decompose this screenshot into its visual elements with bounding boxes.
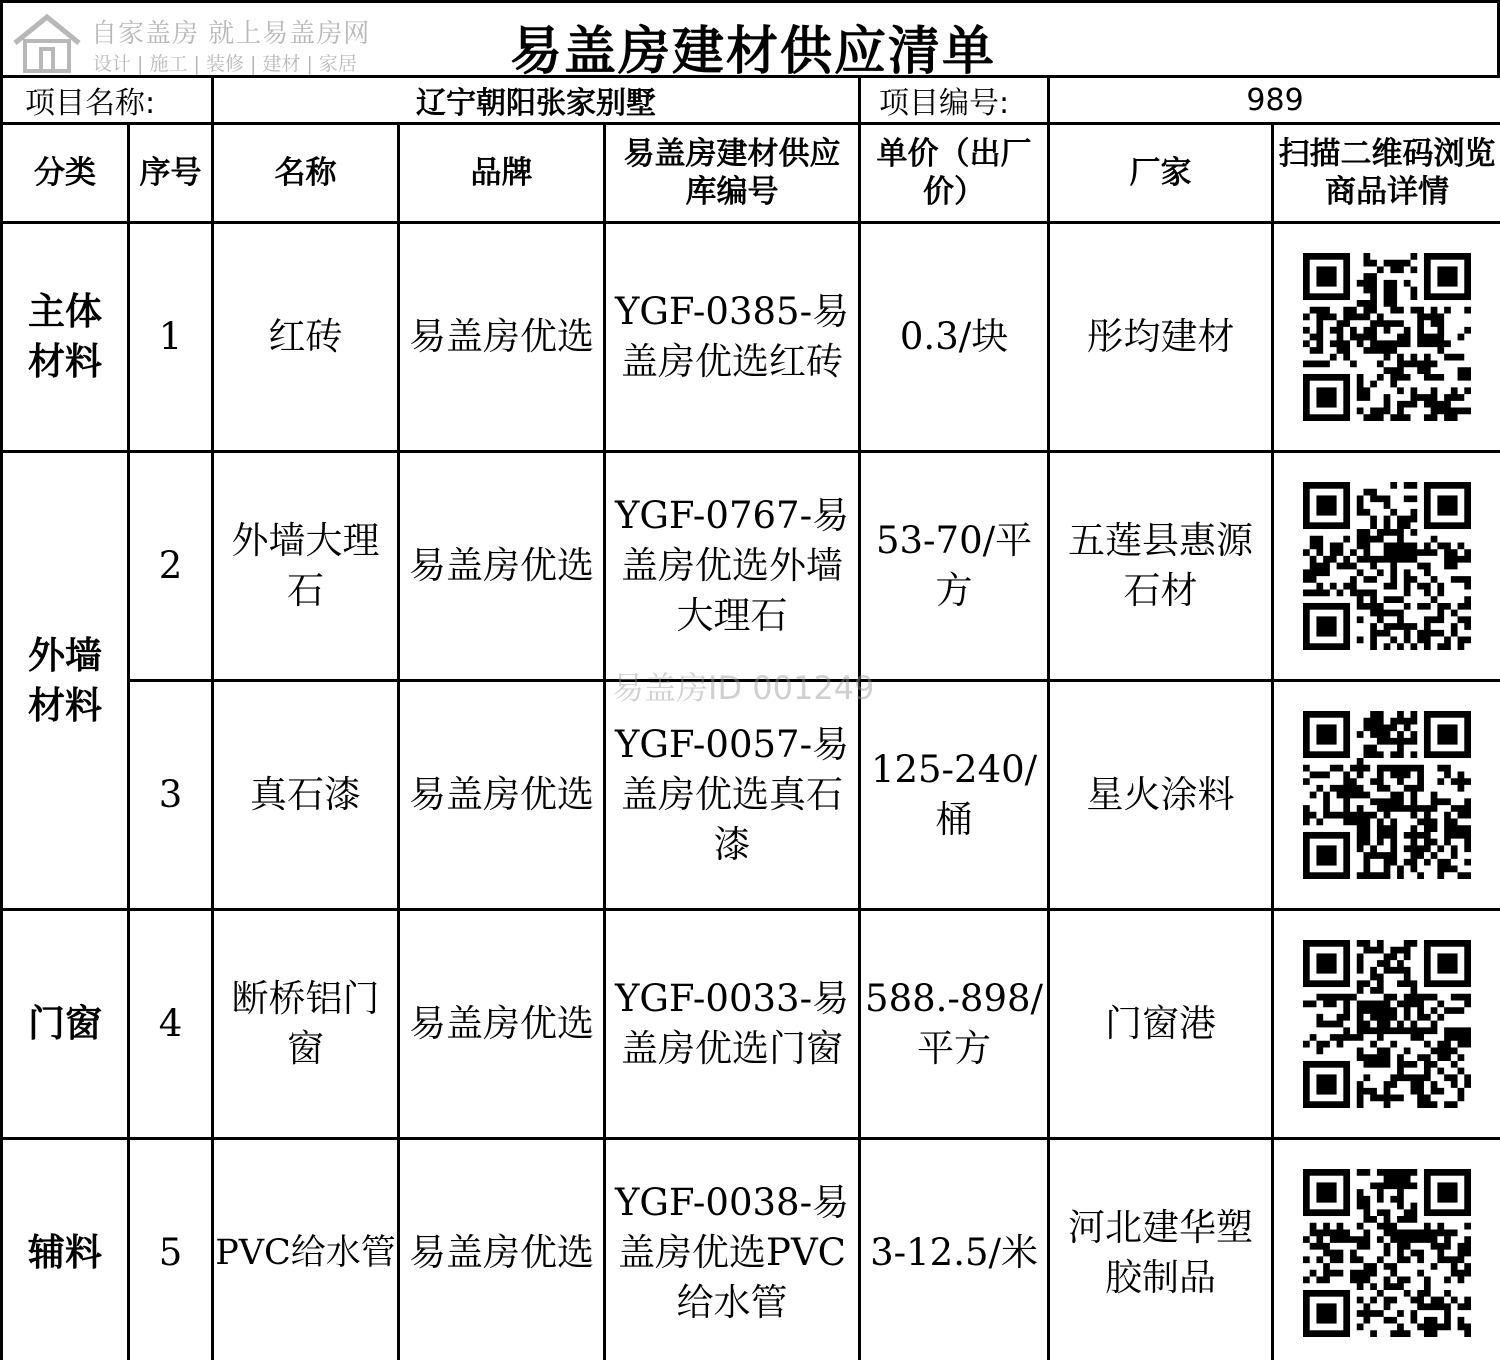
qr-code-icon[interactable]	[1303, 1169, 1471, 1337]
col-maker: 厂家	[1049, 124, 1273, 223]
item-price: 0.3/块	[860, 223, 1049, 452]
project-name-label: 项目名称:	[2, 77, 213, 124]
logo-services: 设计 | 施工 | 装修 | 建材 | 家居	[93, 53, 357, 75]
item-brand: 易盖房优选	[399, 223, 605, 452]
logo-slogan: 自家盖房 就上易盖房网	[91, 19, 371, 49]
item-code: YGF-0038-易盖房优选PVC给水管	[605, 1139, 860, 1360]
col-index: 序号	[129, 124, 213, 223]
page-title: 易盖房建材供应清单	[509, 22, 996, 82]
item-index: 3	[129, 681, 213, 910]
item-name: 外墙大理石	[213, 452, 399, 681]
item-price: 125-240/桶	[860, 681, 1049, 910]
item-maker: 河北建华塑胶制品	[1049, 1139, 1273, 1360]
project-no-value: 989	[1049, 77, 1500, 124]
col-qr: 扫描二维码浏览商品详情	[1273, 124, 1500, 223]
col-brand: 品牌	[399, 124, 605, 223]
col-name: 名称	[213, 124, 399, 223]
item-code: YGF-0767-易盖房优选外墙大理石	[605, 452, 860, 681]
house-icon	[11, 13, 83, 75]
item-maker: 彤均建材	[1049, 223, 1273, 452]
qr-code-cell[interactable]	[1273, 452, 1500, 681]
item-name: 真石漆	[213, 681, 399, 910]
category-main: 主体材料	[2, 223, 129, 452]
qr-code-icon[interactable]	[1303, 940, 1471, 1108]
category-windows: 门窗	[2, 910, 129, 1139]
item-maker: 五莲县惠源石材	[1049, 452, 1273, 681]
table-row	[2, 452, 1500, 681]
sheet-header	[0, 0, 1500, 82]
item-name: 红砖	[213, 223, 399, 452]
item-code: YGF-0057-易盖房优选真石漆	[605, 681, 860, 910]
item-name: PVC给水管	[213, 1139, 399, 1360]
table-row	[2, 910, 1500, 1139]
qr-code-icon[interactable]	[1303, 482, 1471, 650]
table-row	[2, 1139, 1500, 1360]
table-row	[2, 681, 1500, 910]
col-code: 易盖房建材供应库编号	[605, 124, 860, 223]
item-code: YGF-0385-易盖房优选红砖	[605, 223, 860, 452]
item-maker: 门窗港	[1049, 910, 1273, 1139]
item-price: 3-12.5/米	[860, 1139, 1049, 1360]
item-maker: 星火涂料	[1049, 681, 1273, 910]
category-exterior: 外墙材料	[2, 452, 129, 910]
item-index: 1	[129, 223, 213, 452]
item-index: 5	[129, 1139, 213, 1360]
table-row	[2, 223, 1500, 452]
item-price: 588.-898/平方	[860, 910, 1049, 1139]
project-no-label: 项目编号:	[860, 77, 1049, 124]
item-brand: 易盖房优选	[399, 681, 605, 910]
watermark: 易盖房ID 001249	[612, 669, 875, 707]
column-header-row	[2, 124, 1500, 223]
item-brand: 易盖房优选	[399, 1139, 605, 1360]
qr-code-cell[interactable]	[1273, 681, 1500, 910]
qr-code-icon[interactable]	[1303, 253, 1471, 421]
item-index: 4	[129, 910, 213, 1139]
qr-code-icon[interactable]	[1303, 711, 1471, 879]
project-row	[2, 77, 1500, 124]
category-auxiliary: 辅料	[2, 1139, 129, 1360]
site-logo[interactable]	[11, 9, 411, 75]
item-brand: 易盖房优选	[399, 452, 605, 681]
item-price: 53-70/平方	[860, 452, 1049, 681]
project-name-value: 辽宁朝阳张家别墅	[213, 77, 860, 124]
supply-table	[0, 75, 1500, 1360]
item-code: YGF-0033-易盖房优选门窗	[605, 910, 860, 1139]
col-price: 单价（出厂价）	[860, 124, 1049, 223]
col-category: 分类	[2, 124, 129, 223]
qr-code-cell[interactable]	[1273, 223, 1500, 452]
item-index: 2	[129, 452, 213, 681]
qr-code-cell[interactable]	[1273, 1139, 1500, 1360]
qr-code-cell[interactable]	[1273, 910, 1500, 1139]
item-name: 断桥铝门窗	[213, 910, 399, 1139]
item-brand: 易盖房优选	[399, 910, 605, 1139]
